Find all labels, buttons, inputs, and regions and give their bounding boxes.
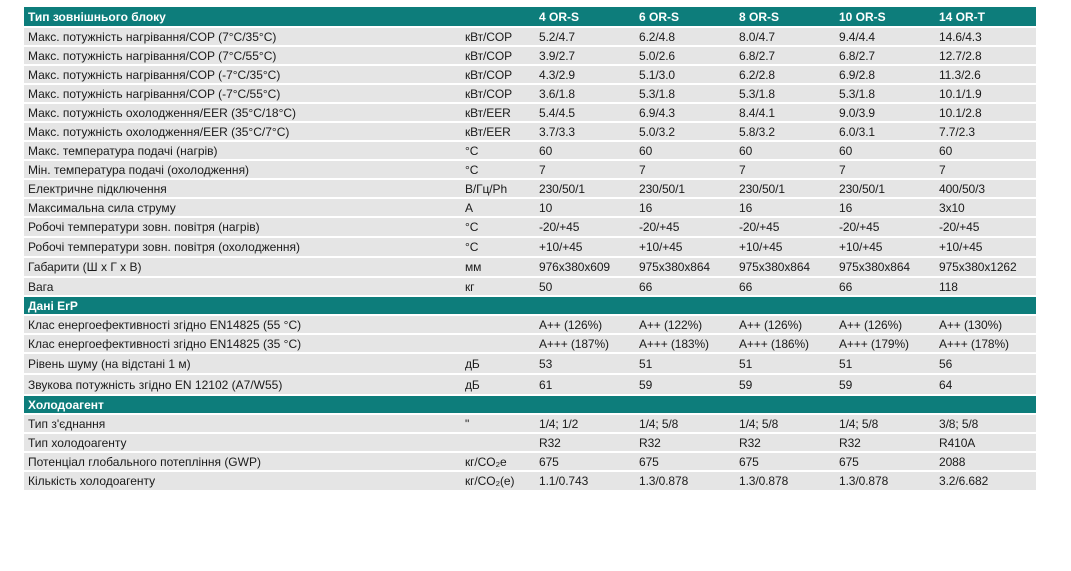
row-label: Клас енергоефективності згідно EN14825 (35 °C): [24, 334, 461, 353]
row-value-model-1: 4.3/2.9: [535, 65, 635, 84]
row-value-model-5: 975x380x1262: [935, 257, 1036, 277]
row-value-model-1: 53: [535, 353, 635, 374]
row-value-model-3: A+++ (186%): [735, 334, 835, 353]
row-value-model-5: 400/50/3: [935, 179, 1036, 198]
table-row: [24, 179, 1036, 198]
table-row: [24, 198, 1036, 217]
row-value-model-2: 60: [635, 141, 735, 160]
row-value-model-1: 1/4; 1/2: [535, 414, 635, 433]
section-header-refrigerant-blank-2: [635, 395, 735, 414]
row-value-model-5: 64: [935, 374, 1036, 395]
row-value-model-2: 230/50/1: [635, 179, 735, 198]
row-value-model-2: 59: [635, 374, 735, 395]
row-value-model-3: A++ (126%): [735, 315, 835, 334]
table-row: [24, 122, 1036, 141]
row-value-model-3: 66: [735, 277, 835, 296]
row-value-model-2: 66: [635, 277, 735, 296]
row-value-model-4: 66: [835, 277, 935, 296]
row-value-model-1: 675: [535, 452, 635, 471]
spec-table: [24, 7, 1036, 492]
table-row: [24, 374, 1036, 395]
row-value-model-2: 5.3/1.8: [635, 84, 735, 103]
row-value-model-2: -20/+45: [635, 217, 735, 237]
row-value-model-4: R32: [835, 433, 935, 452]
row-value-model-2: A++ (122%): [635, 315, 735, 334]
row-value-model-5: 14.6/4.3: [935, 27, 1036, 46]
row-unit: [461, 433, 535, 452]
row-label: Макс. потужність нагрівання/COP (-7°C/35°C): [24, 65, 461, 84]
row-unit: кВт/COP: [461, 84, 535, 103]
table-row: [24, 84, 1036, 103]
section-header-refrigerant-blank-5: [935, 395, 1036, 414]
row-value-model-1: 60: [535, 141, 635, 160]
row-value-model-1: 5.4/4.5: [535, 103, 635, 122]
row-unit: мм: [461, 257, 535, 277]
table-row: [24, 277, 1036, 296]
row-unit: дБ: [461, 353, 535, 374]
row-unit: В/Гц/Ph: [461, 179, 535, 198]
row-label: Макс. потужність нагрівання/COP (-7°C/55°C): [24, 84, 461, 103]
row-label: Габарити (Ш x Г x В): [24, 257, 461, 277]
row-value-model-4: 16: [835, 198, 935, 217]
row-value-model-4: 60: [835, 141, 935, 160]
table-row: [24, 257, 1036, 277]
row-value-model-2: 975x380x864: [635, 257, 735, 277]
section-header-erp-title: Дані ErP: [24, 296, 461, 315]
row-value-model-3: 230/50/1: [735, 179, 835, 198]
row-unit: кг/CO₂e: [461, 452, 535, 471]
row-value-model-4: 230/50/1: [835, 179, 935, 198]
section-header-erp-blank-1: [535, 296, 635, 315]
row-value-model-5: 7: [935, 160, 1036, 179]
row-value-model-1: 976x380x609: [535, 257, 635, 277]
row-value-model-3: -20/+45: [735, 217, 835, 237]
row-value-model-5: 3.2/6.682: [935, 471, 1036, 491]
row-value-model-4: 5.3/1.8: [835, 84, 935, 103]
section-header-outdoor: [24, 7, 1036, 27]
table-row: [24, 65, 1036, 84]
row-value-model-3: 51: [735, 353, 835, 374]
row-value-model-3: 5.8/3.2: [735, 122, 835, 141]
row-value-model-4: A+++ (179%): [835, 334, 935, 353]
spec-table-body: [24, 7, 1036, 491]
row-unit: кг/CO₂(e): [461, 471, 535, 491]
row-value-model-5: 7.7/2.3: [935, 122, 1036, 141]
row-value-model-1: 3.9/2.7: [535, 46, 635, 65]
section-header-erp: [24, 296, 1036, 315]
row-value-model-4: 675: [835, 452, 935, 471]
row-value-model-1: 50: [535, 277, 635, 296]
row-value-model-4: 6.9/2.8: [835, 65, 935, 84]
table-row: [24, 160, 1036, 179]
row-value-model-4: 51: [835, 353, 935, 374]
row-value-model-5: 118: [935, 277, 1036, 296]
section-header-erp-blank-5: [935, 296, 1036, 315]
row-value-model-3: 8.4/4.1: [735, 103, 835, 122]
row-value-model-2: A+++ (183%): [635, 334, 735, 353]
row-value-model-3: 975x380x864: [735, 257, 835, 277]
row-value-model-4: 1/4; 5/8: [835, 414, 935, 433]
row-value-model-5: 60: [935, 141, 1036, 160]
row-value-model-5: 3/8; 5/8: [935, 414, 1036, 433]
row-value-model-1: +10/+45: [535, 237, 635, 257]
row-label: Потенціал глобального потепління (GWP): [24, 452, 461, 471]
row-value-model-3: R32: [735, 433, 835, 452]
row-value-model-1: 61: [535, 374, 635, 395]
row-label: Електричне підключення: [24, 179, 461, 198]
row-value-model-1: 1.1/0.743: [535, 471, 635, 491]
table-row: [24, 315, 1036, 334]
row-value-model-3: 6.2/2.8: [735, 65, 835, 84]
row-label: Макс. потужність нагрівання/COP (7°C/35°C): [24, 27, 461, 46]
row-value-model-5: 10.1/1.9: [935, 84, 1036, 103]
table-row: [24, 452, 1036, 471]
row-value-model-4: 6.0/3.1: [835, 122, 935, 141]
row-value-model-1: 10: [535, 198, 635, 217]
section-header-refrigerant-blank-3: [735, 395, 835, 414]
row-value-model-1: 5.2/4.7: [535, 27, 635, 46]
row-value-model-4: 9.4/4.4: [835, 27, 935, 46]
row-value-model-2: 1.3/0.878: [635, 471, 735, 491]
row-value-model-3: 675: [735, 452, 835, 471]
row-value-model-2: 5.0/2.6: [635, 46, 735, 65]
row-value-model-2: 5.1/3.0: [635, 65, 735, 84]
row-value-model-5: A+++ (178%): [935, 334, 1036, 353]
model-header-4: 10 OR-S: [835, 7, 935, 27]
row-unit: °C: [461, 160, 535, 179]
table-row: [24, 27, 1036, 46]
row-label: Звукова потужність згідно EN 12102 (A7/W55): [24, 374, 461, 395]
row-value-model-1: -20/+45: [535, 217, 635, 237]
row-label: Кількість холодоагенту: [24, 471, 461, 491]
row-unit: °C: [461, 141, 535, 160]
row-value-model-3: 5.3/1.8: [735, 84, 835, 103]
row-value-model-2: 7: [635, 160, 735, 179]
row-unit: дБ: [461, 374, 535, 395]
table-row: [24, 414, 1036, 433]
row-value-model-2: 5.0/3.2: [635, 122, 735, 141]
row-value-model-4: 975x380x864: [835, 257, 935, 277]
row-value-model-4: 6.8/2.7: [835, 46, 935, 65]
row-value-model-3: 1.3/0.878: [735, 471, 835, 491]
row-value-model-2: R32: [635, 433, 735, 452]
row-value-model-4: +10/+45: [835, 237, 935, 257]
row-value-model-1: R32: [535, 433, 635, 452]
row-value-model-5: 3x10: [935, 198, 1036, 217]
row-label: Мін. температура подачі (охолодження): [24, 160, 461, 179]
section-header-refrigerant-title: Холодоагент: [24, 395, 461, 414]
row-value-model-3: +10/+45: [735, 237, 835, 257]
row-value-model-3: 16: [735, 198, 835, 217]
section-header-erp-blank-2: [635, 296, 735, 315]
row-unit: [461, 334, 535, 353]
row-value-model-1: 230/50/1: [535, 179, 635, 198]
row-unit: °C: [461, 217, 535, 237]
row-unit: °C: [461, 237, 535, 257]
row-unit: кВт/EER: [461, 103, 535, 122]
row-value-model-5: 11.3/2.6: [935, 65, 1036, 84]
row-unit: кВт/COP: [461, 65, 535, 84]
row-value-model-5: A++ (130%): [935, 315, 1036, 334]
row-value-model-1: A+++ (187%): [535, 334, 635, 353]
row-value-model-5: -20/+45: [935, 217, 1036, 237]
row-value-model-5: +10/+45: [935, 237, 1036, 257]
row-value-model-2: 1/4; 5/8: [635, 414, 735, 433]
row-label: Макс. потужність нагрівання/COP (7°C/55°C): [24, 46, 461, 65]
section-header-erp-unit-blank: [461, 296, 535, 315]
model-header-3: 8 OR-S: [735, 7, 835, 27]
row-label: Тип холодоагенту: [24, 433, 461, 452]
table-row: [24, 237, 1036, 257]
row-unit: кВт/EER: [461, 122, 535, 141]
row-value-model-3: 8.0/4.7: [735, 27, 835, 46]
row-value-model-4: 59: [835, 374, 935, 395]
row-value-model-1: 7: [535, 160, 635, 179]
section-header-refrigerant-blank-4: [835, 395, 935, 414]
row-unit: [461, 315, 535, 334]
model-header-2: 6 OR-S: [635, 7, 735, 27]
row-label: Макс. потужність охолодження/EER (35°C/7°C): [24, 122, 461, 141]
section-header-refrigerant: [24, 395, 1036, 414]
row-value-model-5: R410A: [935, 433, 1036, 452]
row-unit: кг: [461, 277, 535, 296]
row-label: Клас енергоефективності згідно EN14825 (55 °C): [24, 315, 461, 334]
model-header-1: 4 OR-S: [535, 7, 635, 27]
row-value-model-2: 6.2/4.8: [635, 27, 735, 46]
row-value-model-4: A++ (126%): [835, 315, 935, 334]
row-label: Вага: [24, 277, 461, 296]
table-row: [24, 46, 1036, 65]
row-label: Робочі температури зовн. повітря (охолодження): [24, 237, 461, 257]
row-unit: ": [461, 414, 535, 433]
row-label: Тип з'єднання: [24, 414, 461, 433]
section-header-refrigerant-blank-1: [535, 395, 635, 414]
row-value-model-3: 1/4; 5/8: [735, 414, 835, 433]
row-label: Максимальна сила струму: [24, 198, 461, 217]
table-row: [24, 353, 1036, 374]
row-value-model-1: A++ (126%): [535, 315, 635, 334]
row-value-model-2: 51: [635, 353, 735, 374]
row-value-model-5: 2088: [935, 452, 1036, 471]
row-value-model-5: 10.1/2.8: [935, 103, 1036, 122]
row-value-model-4: 9.0/3.9: [835, 103, 935, 122]
row-value-model-2: 6.9/4.3: [635, 103, 735, 122]
section-header-outdoor-unit-blank: [461, 7, 535, 27]
row-value-model-5: 56: [935, 353, 1036, 374]
model-header-5: 14 OR-T: [935, 7, 1036, 27]
row-label: Рівень шуму (на відстані 1 м): [24, 353, 461, 374]
table-row: [24, 433, 1036, 452]
row-value-model-4: 1.3/0.878: [835, 471, 935, 491]
row-value-model-5: 12.7/2.8: [935, 46, 1036, 65]
row-label: Макс. потужність охолодження/EER (35°C/18°C): [24, 103, 461, 122]
row-value-model-3: 60: [735, 141, 835, 160]
row-value-model-1: 3.7/3.3: [535, 122, 635, 141]
row-unit: кВт/COP: [461, 27, 535, 46]
table-row: [24, 141, 1036, 160]
row-value-model-1: 3.6/1.8: [535, 84, 635, 103]
row-unit: A: [461, 198, 535, 217]
row-unit: кВт/COP: [461, 46, 535, 65]
row-label: Макс. температура подачі (нагрів): [24, 141, 461, 160]
section-header-refrigerant-unit-blank: [461, 395, 535, 414]
row-value-model-2: 16: [635, 198, 735, 217]
section-header-outdoor-title: Тип зовнішнього блоку: [24, 7, 461, 27]
row-value-model-3: 6.8/2.7: [735, 46, 835, 65]
row-value-model-4: 7: [835, 160, 935, 179]
row-value-model-2: +10/+45: [635, 237, 735, 257]
table-row: [24, 103, 1036, 122]
row-value-model-3: 7: [735, 160, 835, 179]
row-value-model-3: 59: [735, 374, 835, 395]
row-value-model-4: -20/+45: [835, 217, 935, 237]
table-row: [24, 471, 1036, 491]
section-header-erp-blank-4: [835, 296, 935, 315]
table-row: [24, 334, 1036, 353]
section-header-erp-blank-3: [735, 296, 835, 315]
table-row: [24, 217, 1036, 237]
row-label: Робочі температури зовн. повітря (нагрів): [24, 217, 461, 237]
row-value-model-2: 675: [635, 452, 735, 471]
